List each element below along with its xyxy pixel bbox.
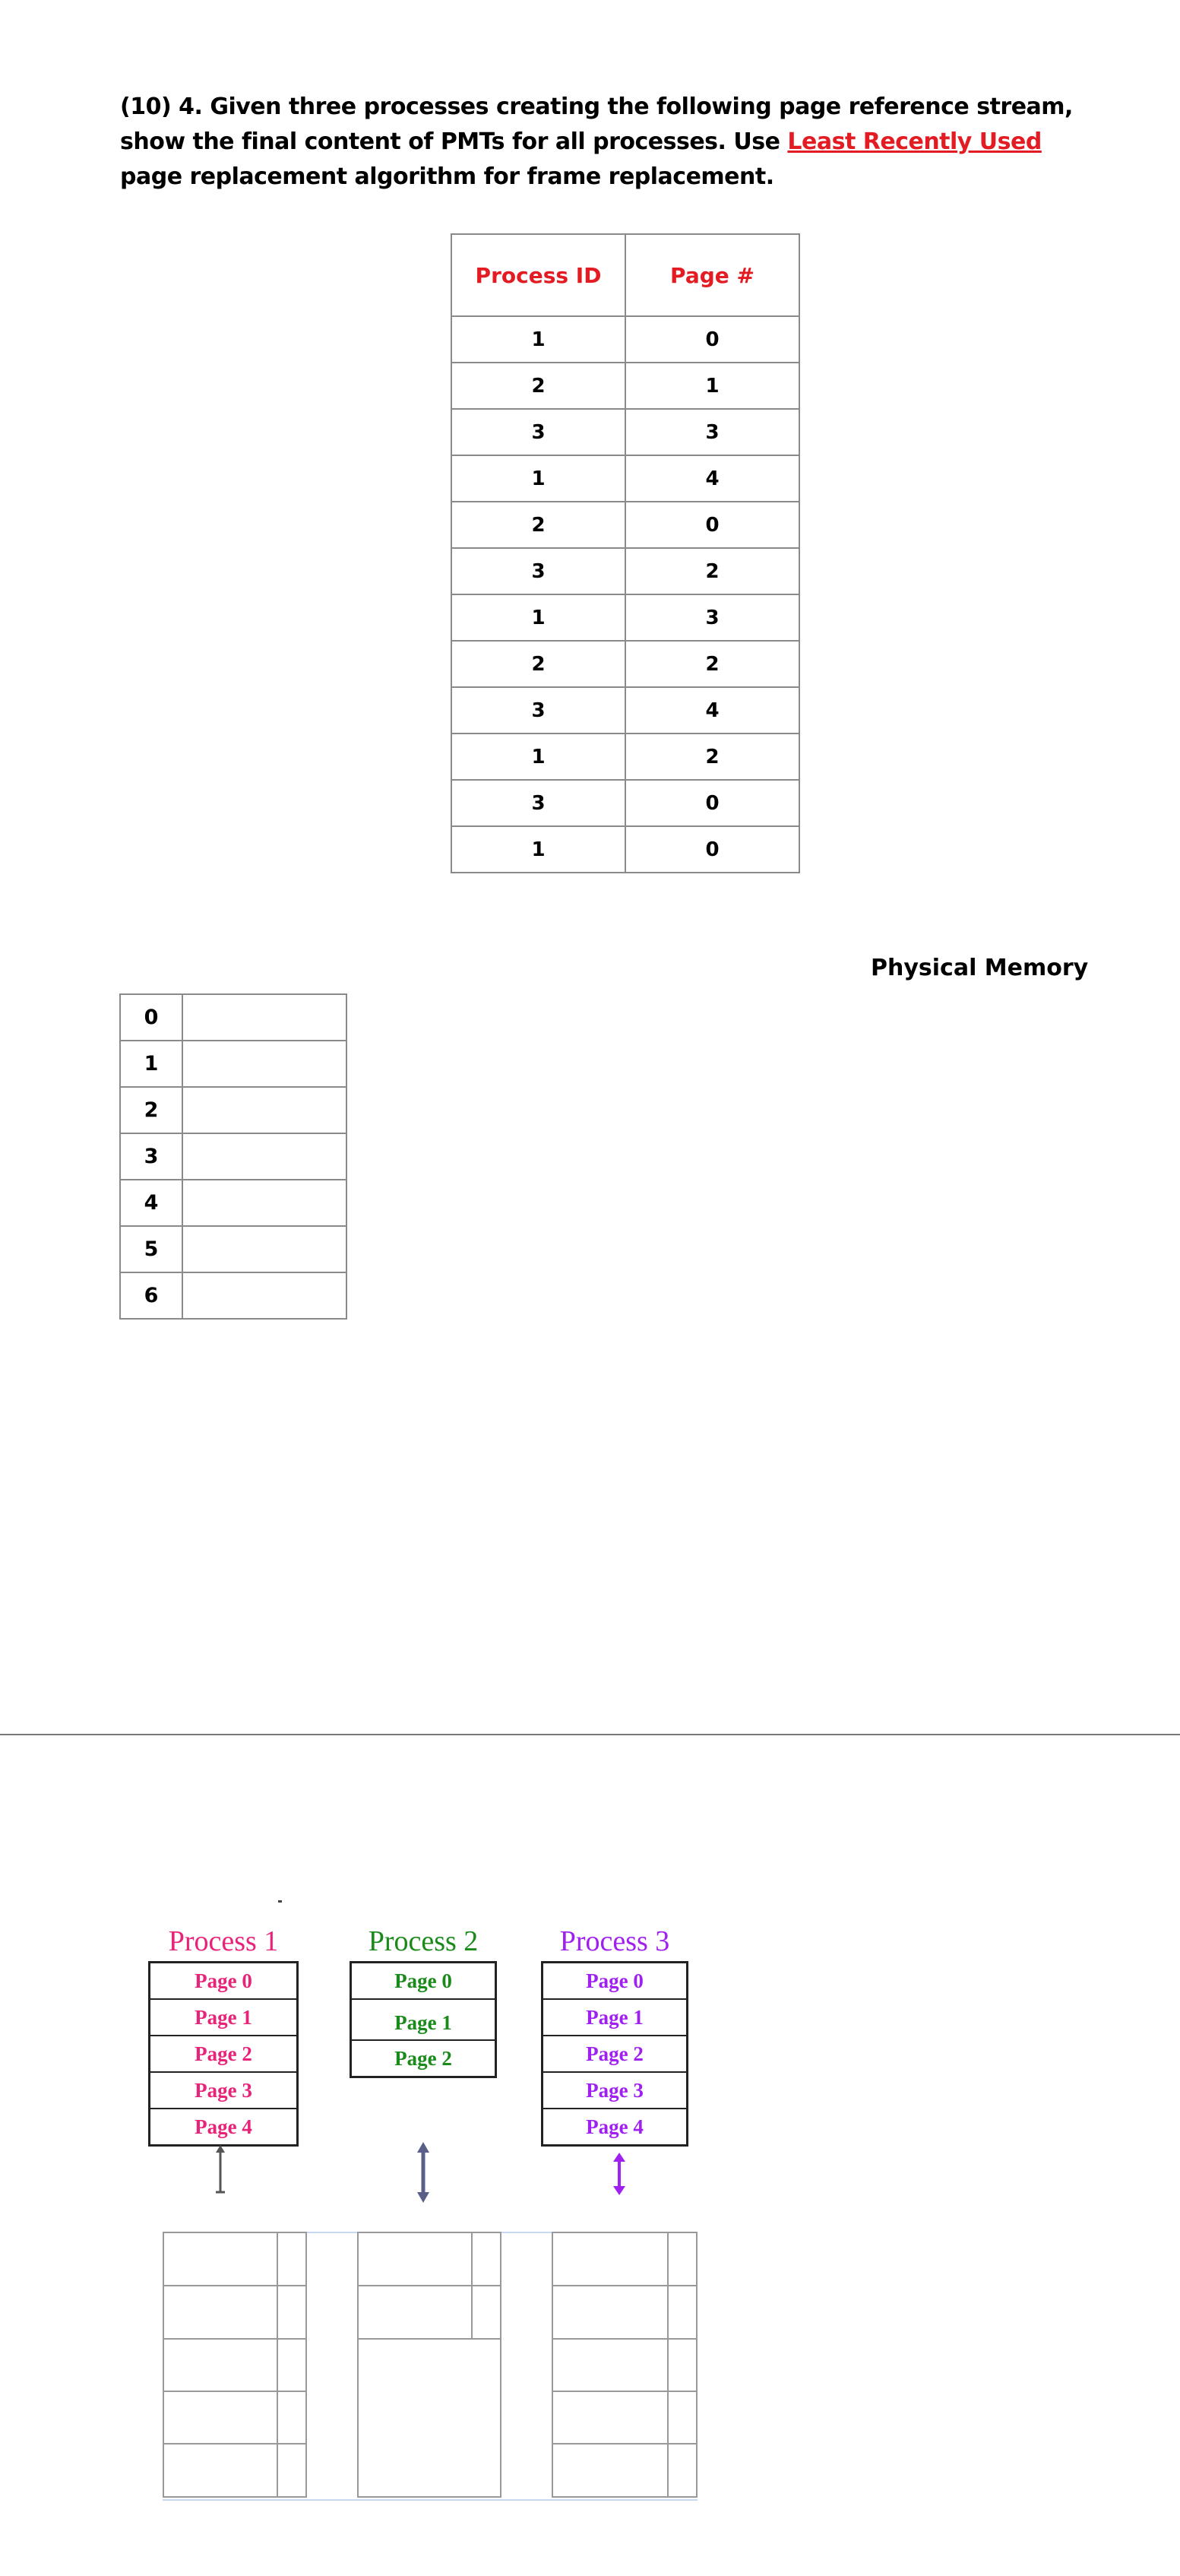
frame-number: 6 <box>120 1272 182 1319</box>
process-1-page: Page 0 <box>150 1963 296 2000</box>
lru-emphasis: Least Recently Used <box>787 128 1042 155</box>
table-row <box>451 409 799 455</box>
process-1-pages <box>148 1961 299 2147</box>
cell-page: 2 <box>625 548 799 594</box>
process-1-page: Page 1 <box>150 2000 296 2036</box>
cell-process-id: 2 <box>451 502 625 548</box>
table-row <box>451 780 799 826</box>
process-2-page: Page 1 <box>352 2000 495 2041</box>
cell-process-id: 1 <box>451 316 625 363</box>
process-2-page: Page 2 <box>394 2047 452 2070</box>
cell-page: 3 <box>625 409 799 455</box>
physical-memory-label: Physical Memory <box>871 955 1089 981</box>
frame-row <box>120 1041 346 1087</box>
cell-page: 2 <box>625 641 799 687</box>
frame-row <box>120 1272 346 1319</box>
process-1-page: Page 2 <box>150 2036 296 2073</box>
cell-page: 1 <box>625 363 799 409</box>
frame-number: 5 <box>120 1226 182 1272</box>
frame-number: 3 <box>120 1133 182 1180</box>
cell-page: 0 <box>625 780 799 826</box>
process-1-block <box>148 1922 299 2147</box>
process-2-block <box>350 1922 497 2078</box>
table-row <box>451 641 799 687</box>
cell-process-id: 2 <box>451 363 625 409</box>
process-1-pmt[interactable] <box>163 2232 307 2498</box>
cell-page: 0 <box>625 502 799 548</box>
frame-slot[interactable] <box>182 1041 346 1087</box>
cell-process-id: 1 <box>451 734 625 780</box>
page-divider <box>0 1734 1180 1735</box>
table-row <box>451 363 799 409</box>
table-row <box>451 548 799 594</box>
reference-stream-table <box>451 233 800 873</box>
table-row <box>451 734 799 780</box>
table-row <box>451 455 799 502</box>
frame-row <box>120 1180 346 1226</box>
frame-slot[interactable] <box>182 1133 346 1180</box>
question-text <box>120 90 1108 195</box>
process-3-page: Page 1 <box>543 2000 686 2036</box>
process-1-title: Process 1 <box>168 1925 279 1957</box>
cell-process-id: 3 <box>451 780 625 826</box>
frame-number: 0 <box>120 994 182 1041</box>
cell-page: 0 <box>625 826 799 873</box>
frame-number: 2 <box>120 1087 182 1133</box>
cell-process-id: 3 <box>451 548 625 594</box>
cell-page: 4 <box>625 687 799 734</box>
question-prefix: (10) 4. Given three processes creating the following page reference stream, show the final content of PMTs for all processes. Use <box>120 93 1073 155</box>
process-2-pages <box>350 1961 497 2078</box>
table-row <box>451 594 799 641</box>
frame-row <box>120 1226 346 1272</box>
process-3-block <box>541 1922 688 2147</box>
table-row <box>451 687 799 734</box>
cell-process-id: 3 <box>451 409 625 455</box>
frame-slot[interactable] <box>182 1087 346 1133</box>
cell-page: 4 <box>625 455 799 502</box>
process-1-arrow-icon <box>205 2145 236 2198</box>
process-3-title: Process 3 <box>559 1925 670 1957</box>
process-3-pmt[interactable] <box>552 2232 698 2498</box>
header-page-number: Page # <box>625 234 799 316</box>
process-2-title: Process 2 <box>368 1925 479 1957</box>
process-2-page: Page 0 <box>352 1963 495 2000</box>
cell-process-id: 1 <box>451 594 625 641</box>
cell-page: 0 <box>625 316 799 363</box>
frame-number: 1 <box>120 1041 182 1087</box>
cell-process-id: 1 <box>451 826 625 873</box>
table-row <box>451 826 799 873</box>
process-3-pages <box>541 1961 688 2147</box>
cell-page: 2 <box>625 734 799 780</box>
cell-process-id: 1 <box>451 455 625 502</box>
process-3-page: Page 4 <box>586 2115 644 2138</box>
stray-mark <box>278 1900 282 1903</box>
table-row <box>451 502 799 548</box>
process-3-page: Page 0 <box>543 1963 686 2000</box>
frame-row <box>120 1087 346 1133</box>
cell-process-id: 2 <box>451 641 625 687</box>
cell-process-id: 3 <box>451 687 625 734</box>
frame-slot[interactable] <box>182 1226 346 1272</box>
process-2-arrow-icon <box>408 2142 438 2203</box>
cell-page: 3 <box>625 594 799 641</box>
process-3-arrow-icon <box>604 2153 634 2195</box>
table-row <box>451 316 799 363</box>
process-3-page: Page 3 <box>543 2073 686 2109</box>
frame-slot[interactable] <box>182 1180 346 1226</box>
frame-number: 4 <box>120 1180 182 1226</box>
process-1-page: Page 4 <box>195 2115 252 2138</box>
frame-row <box>120 1133 346 1180</box>
frame-slot[interactable] <box>182 994 346 1041</box>
physical-memory-table <box>119 993 347 1320</box>
header-process-id: Process ID <box>451 234 625 316</box>
process-1-page: Page 3 <box>150 2073 296 2109</box>
process-2-pmt[interactable] <box>357 2232 501 2498</box>
frame-row <box>120 994 346 1041</box>
process-3-page: Page 2 <box>543 2036 686 2073</box>
question-suffix: page replacement algorithm for frame replacement. <box>120 163 774 190</box>
frame-slot[interactable] <box>182 1272 346 1319</box>
table-header-row <box>451 234 799 316</box>
